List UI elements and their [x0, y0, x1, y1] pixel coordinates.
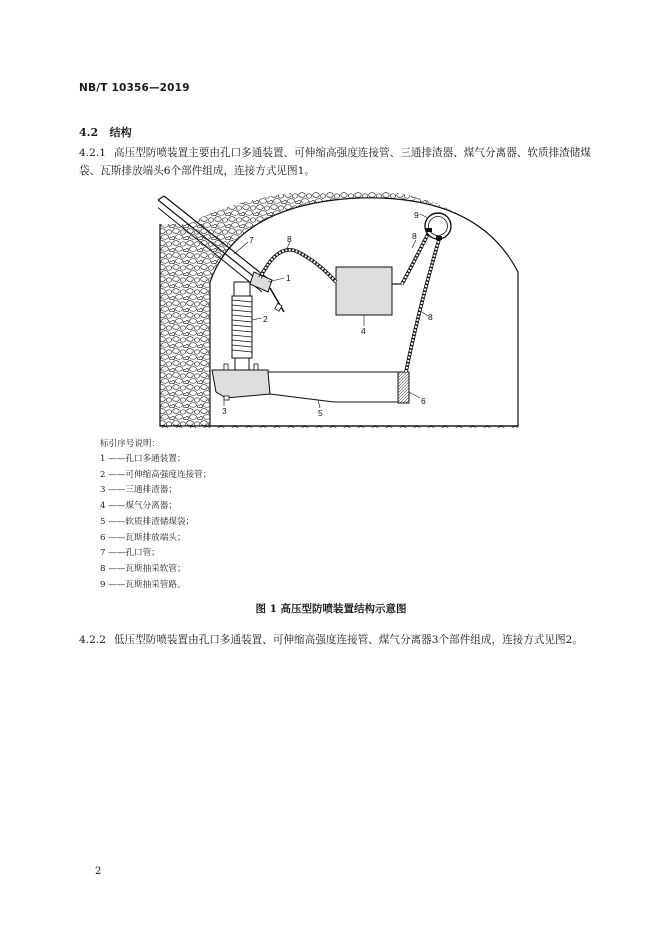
label-8-right: 8	[428, 312, 433, 322]
label-2: 2	[263, 314, 268, 324]
key-item: 6 ——瓦斯排放端头；	[100, 532, 186, 543]
paragraph-4-2-1	[79, 144, 591, 180]
clause-text: 低压型防喷装置由孔口多通装置、可伸缩高强度连接管、煤气分离器3个部件组成，连接方式见图2。	[113, 634, 583, 646]
key-item: 4 ——煤气分离器；	[100, 501, 177, 512]
label-7: 7	[249, 235, 254, 245]
label-1: 1	[286, 273, 291, 283]
label-4: 4	[361, 326, 366, 336]
key-item: 3 ——三通排渣器；	[100, 485, 177, 496]
figure-1-diagram	[158, 192, 526, 428]
clause-text: 高压型防喷装置主要由孔口多通装置、可伸缩高强度连接管、三通排渣器、煤气分离器、软质排渣储煤袋、瓦斯排放端头6个部件组成，连接方式见图1。	[79, 147, 591, 177]
section-heading	[79, 124, 132, 140]
paragraph-4-2-2	[79, 631, 591, 649]
key-item: 2 ——可伸缩高强度连接管；	[100, 469, 212, 480]
key-item: 7 ——孔口管；	[100, 548, 160, 559]
label-8-left: 8	[287, 234, 292, 244]
label-9: 9	[414, 210, 419, 220]
telescopic-connector	[232, 282, 252, 370]
gas-discharge-end	[398, 372, 409, 403]
label-8-top: 8	[412, 231, 417, 241]
key-item: 8 ——瓦斯抽采软管；	[100, 563, 186, 574]
label-5: 5	[318, 408, 323, 418]
clause-number: 4.2.1	[79, 147, 106, 159]
standard-number: NB/T 10356—2019	[79, 82, 190, 94]
figure-key-list	[100, 452, 211, 593]
section-title: 结构	[109, 126, 132, 139]
label-3: 3	[222, 406, 227, 416]
clause-number: 4.2.2	[79, 634, 106, 646]
extraction-pipeline	[425, 213, 451, 240]
key-item: 5 ——软质排渣储煤袋；	[100, 516, 195, 527]
key-item: 9 ——瓦斯抽采管路。	[100, 579, 186, 590]
figure-caption: 图 1 高压型防喷装置结构示意图	[255, 603, 407, 615]
page-number: 2	[95, 866, 102, 877]
section-number: 4.2	[79, 126, 99, 139]
key-heading: 标引序号说明：	[100, 439, 161, 449]
key-item: 1 ——孔口多通装置；	[100, 454, 186, 464]
label-6: 6	[421, 396, 426, 406]
